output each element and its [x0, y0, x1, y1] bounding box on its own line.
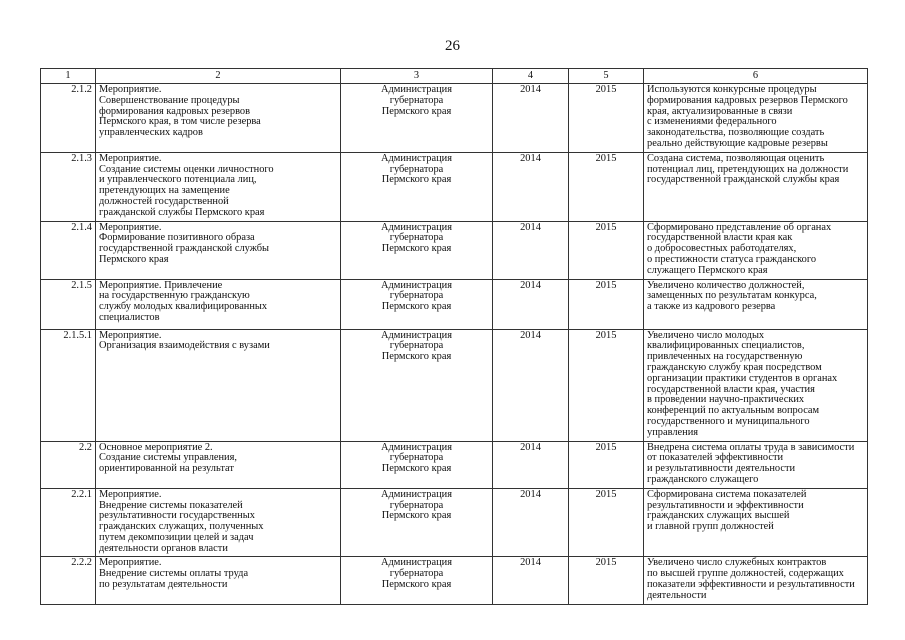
- cell-text-line: гражданского служащего: [647, 473, 759, 485]
- event-name-cell: [96, 441, 341, 488]
- cell-text-line: государственного и муниципального: [647, 415, 810, 427]
- cell-text-line: Мероприятие.: [99, 152, 162, 164]
- event-name-cell: [96, 329, 341, 441]
- table-row: [41, 557, 868, 604]
- row-number-cell: 2.1.5.1: [41, 329, 96, 441]
- event-name-cell: [96, 557, 341, 604]
- cell-text-line: результативности государственных: [99, 510, 255, 522]
- cell-text-line: на государственную гражданскую: [99, 290, 250, 302]
- cell-text-line: государственной гражданской службы края: [647, 174, 840, 186]
- event-name-cell: [96, 221, 341, 279]
- cell-text-line: Совершенствование процедуры: [99, 94, 240, 106]
- cell-text-line: губернатора: [389, 232, 444, 244]
- row-number-cell: 2.2: [41, 441, 96, 488]
- cell-text-line: губернатора: [389, 452, 444, 464]
- header-cell: 1: [41, 69, 96, 84]
- cell-text-line: показатели эффективности и результативности: [647, 579, 855, 591]
- cell-text-line: Мероприятие.: [99, 557, 162, 569]
- cell-text-line: а также из кадрового резерва: [647, 301, 776, 313]
- start-year-cell: 2014: [493, 221, 569, 279]
- executor-cell: [341, 557, 493, 604]
- cell-text-line: Мероприятие.: [99, 488, 162, 500]
- end-year-cell: 2015: [569, 84, 644, 153]
- table-row: [41, 441, 868, 488]
- page-number: 26: [445, 38, 460, 54]
- table-row: [41, 221, 868, 279]
- cell-text-line: от показателей эффективности: [647, 452, 784, 464]
- end-year-cell: 2015: [569, 488, 644, 557]
- table-header-row: [41, 69, 868, 84]
- executor-cell: [341, 488, 493, 557]
- end-year-cell: 2015: [569, 152, 644, 221]
- cell-text-line: конференций по актуальным вопросам: [647, 405, 820, 417]
- cell-text-line: Сформирована система показателей: [647, 488, 807, 500]
- cell-text-line: Мероприятие. Привлечение: [99, 279, 223, 291]
- cell-text-line: о престижности статуса гражданского: [647, 253, 817, 265]
- event-name-cell: [96, 152, 341, 221]
- expected-result-cell: [644, 84, 868, 153]
- cell-text-line: Пермского края: [381, 301, 452, 313]
- cell-text-line: государственной власти края как: [647, 232, 793, 244]
- cell-text-line: губернатора: [389, 499, 444, 511]
- table-row: [41, 84, 868, 153]
- cell-text-line: привлеченных на государственную: [647, 351, 803, 363]
- executor-cell: [341, 441, 493, 488]
- cell-text-line: государственной власти края, участия: [647, 383, 815, 395]
- cell-text-line: Внедрение системы показателей: [99, 499, 243, 511]
- cell-text-line: Пермского края: [381, 351, 452, 363]
- cell-text-line: Создание системы оценки личностного: [99, 163, 274, 175]
- cell-text-line: Администрация: [380, 221, 453, 233]
- expected-result-cell: [644, 152, 868, 221]
- cell-text-line: Администрация: [380, 152, 453, 164]
- cell-text-line: Пермского края: [381, 510, 452, 522]
- cell-text-line: Администрация: [380, 84, 453, 95]
- end-year-cell: 2015: [569, 221, 644, 279]
- cell-text-line: путем декомпозиции целей и задач: [99, 531, 254, 543]
- row-number-cell: 2.2.2: [41, 557, 96, 604]
- cell-text-line: и управленческого потенциала лиц,: [99, 174, 257, 186]
- cell-text-line: Основное мероприятие 2.: [99, 441, 213, 453]
- cell-text-line: края, актуализированные в связи: [647, 105, 793, 117]
- table-row: [41, 279, 868, 329]
- header-cell: 6: [644, 69, 868, 84]
- cell-text-line: Внедрена система оплаты труда в зависимости: [647, 441, 855, 453]
- cell-text-line: специалистов: [99, 311, 160, 323]
- cell-text-line: Пермского края: [381, 463, 452, 475]
- expected-result-cell: [644, 221, 868, 279]
- cell-text-line: должностей государственной: [99, 195, 229, 207]
- cell-text-line: в проведении научно-практических: [647, 394, 805, 406]
- header-cell: 2: [96, 69, 341, 84]
- cell-text-line: результативности и эффективности: [647, 499, 804, 511]
- cell-text-line: реально действующие кадровые резервы: [647, 137, 828, 149]
- cell-text-line: Используются конкурсные процедуры: [647, 84, 817, 95]
- end-year-cell: 2015: [569, 279, 644, 329]
- cell-text-line: Мероприятие.: [99, 329, 162, 341]
- start-year-cell: 2014: [493, 441, 569, 488]
- cell-text-line: гражданскую службу края посредством: [647, 361, 822, 373]
- cell-text-line: Пермского края: [381, 105, 452, 117]
- cell-text-line: гражданских служащих высшей: [647, 510, 790, 522]
- start-year-cell: 2014: [493, 557, 569, 604]
- cell-text-line: губернатора: [389, 340, 444, 352]
- cell-text-line: Создание системы управления,: [99, 452, 237, 464]
- cell-text-line: и главной групп должностей: [647, 521, 774, 533]
- cell-text-line: потенциал лиц, претендующих на должности: [647, 163, 849, 175]
- cell-text-line: Пермского края: [381, 243, 452, 255]
- cell-text-line: Пермского края: [99, 253, 169, 265]
- executor-cell: [341, 221, 493, 279]
- cell-text-line: Увеличено количество должностей,: [647, 279, 805, 291]
- cell-text-line: управления: [647, 426, 699, 438]
- header-cell: 5: [569, 69, 644, 84]
- cell-text-line: Пермского края: [381, 579, 452, 591]
- cell-text-line: Мероприятие.: [99, 84, 162, 95]
- cell-text-line: Администрация: [380, 557, 453, 569]
- cell-text-line: Формирование позитивного образа: [99, 232, 255, 244]
- header-cell: 4: [493, 69, 569, 84]
- cell-text-line: Мероприятие.: [99, 221, 162, 233]
- executor-cell: [341, 329, 493, 441]
- cell-text-line: Увеличено число служебных контрактов: [647, 557, 827, 569]
- cell-text-line: Увеличено число молодых: [647, 329, 765, 341]
- cell-text-line: служащего Пермского края: [647, 264, 768, 276]
- table-row: [41, 329, 868, 441]
- cell-text-line: губернатора: [389, 94, 444, 106]
- end-year-cell: 2015: [569, 329, 644, 441]
- cell-text-line: губернатора: [389, 290, 444, 302]
- cell-text-line: деятельности органов власти: [99, 542, 228, 554]
- cell-text-line: претендующих на замещение: [99, 185, 230, 197]
- table-row: [41, 152, 868, 221]
- executor-cell: [341, 84, 493, 153]
- executor-cell: [341, 152, 493, 221]
- cell-text-line: управленческих кадров: [99, 127, 203, 139]
- end-year-cell: 2015: [569, 441, 644, 488]
- cell-text-line: Сформировано представление об органах: [647, 221, 832, 233]
- cell-text-line: Администрация: [380, 279, 453, 291]
- cell-text-line: Организация взаимодействия с вузами: [99, 340, 270, 352]
- expected-result-cell: [644, 441, 868, 488]
- expected-result-cell: [644, 557, 868, 604]
- cell-text-line: Внедрение системы оплаты труда: [99, 568, 249, 580]
- cell-text-line: Администрация: [380, 441, 453, 453]
- start-year-cell: 2014: [493, 488, 569, 557]
- cell-text-line: службу молодых квалифицированных: [99, 301, 268, 313]
- table-row: [41, 488, 868, 557]
- start-year-cell: 2014: [493, 329, 569, 441]
- cell-text-line: и результативности деятельности: [647, 463, 796, 475]
- event-name-cell: [96, 279, 341, 329]
- cell-text-line: Администрация: [380, 329, 453, 341]
- cell-text-line: Создана система, позволяющая оценить: [647, 152, 825, 164]
- event-name-cell: [96, 84, 341, 153]
- cell-text-line: по высшей группе должностей, содержащих: [647, 568, 844, 580]
- expected-result-cell: [644, 488, 868, 557]
- start-year-cell: 2014: [493, 84, 569, 153]
- cell-text-line: формирования кадровых резервов: [99, 105, 251, 117]
- events-table: [40, 68, 868, 605]
- end-year-cell: 2015: [569, 557, 644, 604]
- row-number-cell: 2.1.3: [41, 152, 96, 221]
- cell-text-line: Пермского края: [381, 174, 452, 186]
- start-year-cell: 2014: [493, 279, 569, 329]
- cell-text-line: Пермского края, в том числе резерва: [99, 116, 261, 128]
- cell-text-line: губернатора: [389, 568, 444, 580]
- cell-text-line: гражданских служащих, полученных: [99, 521, 264, 533]
- cell-text-line: Администрация: [380, 488, 453, 500]
- cell-text-line: квалифицированных специалистов,: [647, 340, 805, 352]
- cell-text-line: ориентированной на результат: [99, 463, 234, 475]
- cell-text-line: законодательства, позволяющие создать: [647, 127, 825, 139]
- cell-text-line: о добросовестных работодателях,: [647, 243, 797, 255]
- row-number-cell: 2.2.1: [41, 488, 96, 557]
- cell-text-line: организации практики студентов в органах: [647, 372, 838, 384]
- executor-cell: [341, 279, 493, 329]
- start-year-cell: 2014: [493, 152, 569, 221]
- row-number-cell: 2.1.4: [41, 221, 96, 279]
- cell-text-line: формирования кадровых резервов Пермского: [647, 94, 848, 106]
- row-number-cell: 2.1.5: [41, 279, 96, 329]
- header-cell: 3: [341, 69, 493, 84]
- cell-text-line: государственной гражданской службы: [99, 243, 270, 255]
- cell-text-line: по результатам деятельности: [99, 579, 228, 591]
- expected-result-cell: [644, 279, 868, 329]
- cell-text-line: губернатора: [389, 163, 444, 175]
- expected-result-cell: [644, 329, 868, 441]
- cell-text-line: замещенных по результатам конкурса,: [647, 290, 817, 302]
- cell-text-line: гражданской службы Пермского края: [99, 206, 265, 218]
- event-name-cell: [96, 488, 341, 557]
- cell-text-line: деятельности: [647, 589, 707, 601]
- row-number-cell: 2.1.2: [41, 84, 96, 153]
- cell-text-line: с изменениями федерального: [647, 116, 777, 128]
